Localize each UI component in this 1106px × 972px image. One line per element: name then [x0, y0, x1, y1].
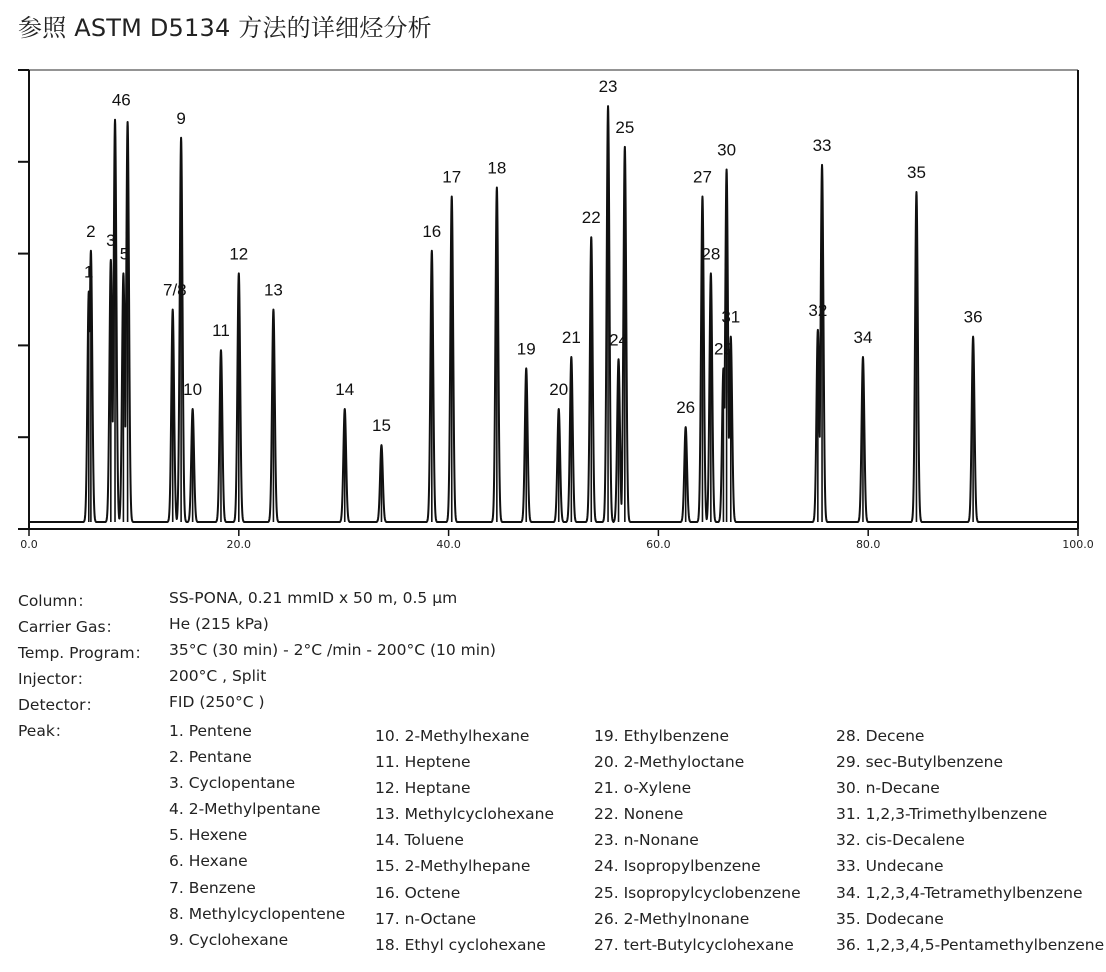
peak-list-item: 22. Nonene	[594, 805, 684, 824]
peak-label: 27	[692, 167, 712, 187]
peak-list-item: 33. Undecane	[836, 857, 944, 876]
peak-list-item: 28. Decene	[836, 727, 925, 745]
peak-label: 35	[906, 163, 926, 183]
peak-list-item: 34. 1,2,3,4-Tetramethylbenzene	[836, 883, 1083, 902]
peak-list-item: 16. Octene	[375, 883, 461, 902]
x-tick-label: 20.0	[226, 538, 252, 551]
peak-list-item: 18. Ethyl cyclohexane	[375, 935, 546, 954]
peak-list-item: 29. sec-Butylbenzene	[836, 753, 1003, 772]
peak-label: 10	[183, 380, 203, 399]
peak-list-item: 3. Cyclopentane	[169, 774, 296, 793]
peak-list-item: 10. 2-Methylhexane	[375, 727, 530, 745]
peak-list-item: 27. tert-Butylcyclohexane	[594, 935, 794, 954]
x-tick-label: 0.0	[20, 538, 38, 551]
peak-label: 18	[487, 158, 507, 178]
peak-label: 30	[717, 140, 737, 160]
peak-list	[0, 718, 1106, 968]
peak-list-column	[594, 723, 801, 958]
peak-list-item: 2. Pentane	[169, 748, 252, 767]
x-axis	[18, 529, 1094, 551]
peak-labels	[84, 77, 983, 435]
peak-list-item: 30. n-Decane	[836, 779, 940, 798]
peak-list-item: 11. Heptene	[375, 753, 471, 772]
peak-label: 12	[229, 244, 249, 264]
peak-label: 24	[609, 330, 628, 350]
peak-label: 33	[812, 135, 832, 155]
condition-value: FID (250°C )	[169, 693, 265, 711]
peak-label: 1	[84, 262, 94, 282]
condition-key: Carrier Gas：	[18, 618, 122, 636]
condition-key: Temp. Program：	[18, 644, 151, 662]
x-tick-label: 60.0	[646, 538, 671, 551]
peak-list-column	[836, 723, 1104, 958]
condition-value: SS-PONA, 0.21 mmID x 50 m, 0.5 µm	[169, 589, 458, 607]
condition-value: 200°C , Split	[169, 667, 267, 685]
x-tick-label: 80.0	[855, 538, 881, 551]
page-title: 参照 ASTM D5134 方法的详细烃分析	[18, 14, 432, 42]
peak-list-item: 31. 1,2,3-Trimethylbenzene	[836, 805, 1048, 824]
peak-label: 13	[263, 280, 283, 300]
peak-list-column	[169, 718, 345, 953]
peak-label: 3	[106, 230, 116, 250]
peak-label: 19	[516, 339, 536, 359]
peak-list-item: 26. 2-Methylnonane	[594, 909, 750, 928]
condition-key: Column：	[18, 592, 93, 610]
peak-list-item: 20. 2-Methyloctane	[594, 753, 745, 772]
peak-label: 29	[713, 339, 733, 359]
peak-label: 46	[111, 90, 131, 110]
peak-list-item: 23. n-Nonane	[594, 831, 699, 850]
x-tick-label: 100.0	[1062, 538, 1094, 551]
chromatogram-chart	[0, 55, 1106, 555]
peak-list-item: 7. Benzene	[169, 878, 256, 897]
peak-list-column	[375, 723, 554, 958]
peak-label: 21	[561, 328, 581, 348]
peak-list-item: 24. Isopropylbenzene	[594, 857, 761, 876]
peak-label: 2	[86, 221, 96, 241]
peak-list-item: 19. Ethylbenzene	[594, 727, 729, 745]
condition-key: Injector：	[18, 670, 93, 688]
peak-list-item: 15. 2-Methylhepane	[375, 857, 531, 876]
peak-label: 16	[422, 221, 442, 241]
peak-list-item: 35. Dodecane	[836, 909, 944, 928]
peak-list-item: 12. Heptane	[375, 779, 471, 798]
peak-list-item: 25. Isopropylcyclobenzene	[594, 883, 801, 902]
peak-label: 22	[581, 208, 601, 228]
peak-label: 5	[119, 244, 130, 264]
peak-list-item: 21. o-Xylene	[594, 779, 692, 798]
peak-list-item: 4. 2-Methylpentane	[169, 800, 321, 819]
peak-list-item: 36. 1,2,3,4,5-Pentamethylbenzene	[836, 935, 1105, 954]
peak-label: 28	[701, 244, 721, 264]
peak-list-item: 1. Pentene	[169, 722, 252, 740]
peak-label: 14	[335, 380, 355, 399]
peak-list-item: 13. Methylcyclohexane	[375, 805, 554, 824]
condition-key: Detector：	[18, 696, 102, 714]
peak-label: 9	[176, 108, 186, 128]
peak-list-item: 8. Methylcyclopentene	[169, 904, 346, 923]
peak-label: 20	[549, 380, 569, 399]
condition-value: He (215 kPa)	[169, 615, 269, 633]
peak-label: 17	[442, 167, 462, 187]
peak-list-item: 32. cis-Decalene	[836, 831, 965, 850]
x-tick-label: 40.0	[436, 538, 461, 551]
peak-list-item: 9. Cyclohexane	[169, 930, 289, 949]
peak-label: 15	[372, 416, 391, 436]
peak-label: 25	[615, 117, 635, 137]
y-axis-ticks	[18, 70, 29, 529]
peak-label: 31	[721, 307, 741, 327]
peak-label: 36	[963, 307, 983, 327]
peak-label: 23	[598, 77, 618, 97]
peak-list-item: 5. Hexene	[169, 826, 248, 845]
peak-label: 7/8	[162, 280, 187, 300]
condition-value: 35°C (30 min) - 2°C /min - 200°C (10 min)	[169, 641, 496, 659]
peak-label: 26	[676, 398, 696, 418]
peak-label: 11	[212, 321, 230, 341]
peak-list-item: 6. Hexane	[169, 852, 248, 871]
peak-label: 32	[808, 300, 828, 320]
peak-list-item: 17. n-Octane	[375, 909, 477, 928]
peak-list-label: Peak：	[18, 722, 71, 740]
peak-list-item: 14. Toluene	[375, 831, 464, 850]
peak-label: 34	[853, 328, 873, 348]
